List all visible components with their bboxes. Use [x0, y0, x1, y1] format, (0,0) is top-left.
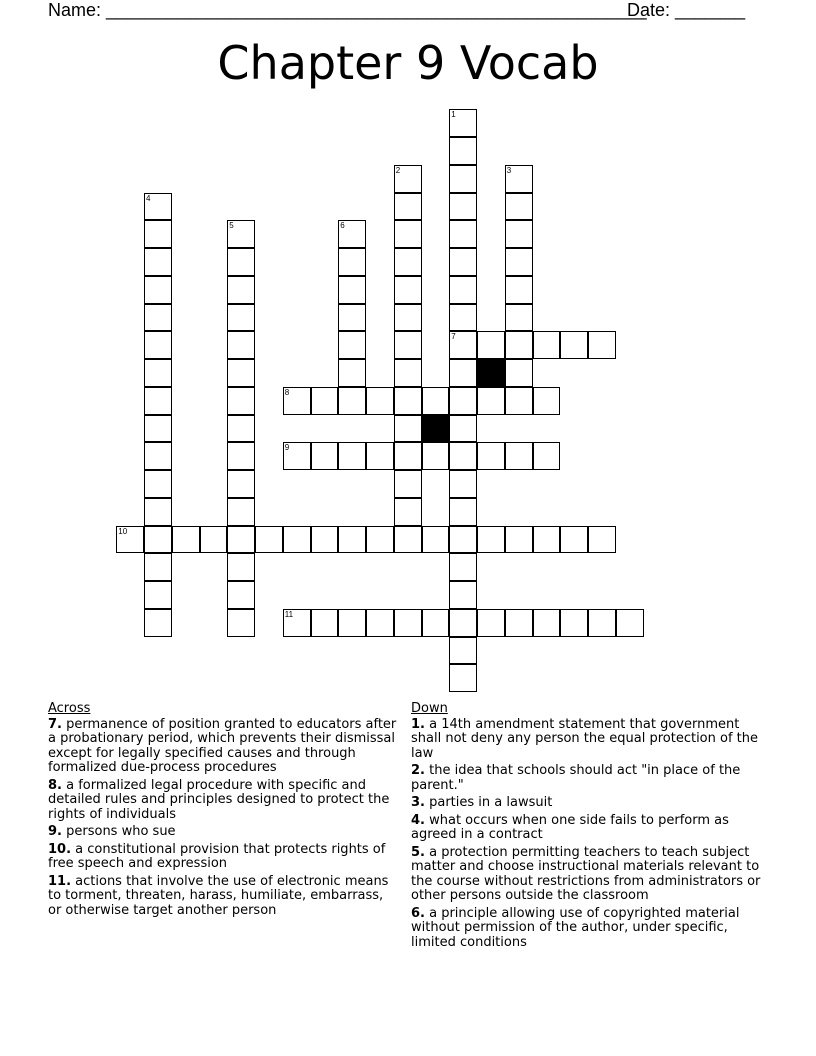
clue-text: permanence of position granted to educators after a probationary period, which prevents their dismissal except for legally specified causes and through formalized due-process procedures [48, 716, 397, 775]
grid-cell[interactable] [227, 248, 255, 276]
clue-number: 2. [411, 763, 425, 778]
down-clue [411, 907, 771, 951]
grid-cell[interactable] [227, 276, 255, 304]
grid-cell[interactable] [394, 526, 422, 554]
grid-cell[interactable] [449, 304, 477, 332]
grid-cell[interactable] [144, 415, 172, 443]
grid-cell[interactable] [283, 609, 311, 637]
grid-cell[interactable] [533, 526, 561, 554]
grid-cell[interactable] [144, 220, 172, 248]
grid-cell[interactable] [449, 387, 477, 415]
grid-cell[interactable] [144, 442, 172, 470]
grid-cell[interactable] [338, 248, 366, 276]
grid-cell[interactable] [505, 442, 533, 470]
grid-cell[interactable] [505, 276, 533, 304]
grid-cell[interactable] [449, 498, 477, 526]
grid-cell[interactable] [338, 304, 366, 332]
clue-text: a protection permitting teachers to teach subject matter and choose instructional materials relevant to the course without restrictions from administrators or other persons outside the classroom [411, 844, 761, 903]
grid-cell[interactable] [227, 220, 255, 248]
grid-cell[interactable] [227, 442, 255, 470]
grid-cell[interactable] [449, 109, 477, 137]
cell-number: 5 [229, 221, 234, 231]
clue-text: a principle allowing use of copyrighted material without permission of the author, under specific, limited conditions [411, 905, 740, 950]
grid-cell[interactable] [144, 387, 172, 415]
grid-cell[interactable] [227, 331, 255, 359]
grid-cell[interactable] [505, 193, 533, 221]
grid-cell[interactable] [227, 470, 255, 498]
grid-cell[interactable] [311, 526, 339, 554]
grid-cell[interactable] [449, 415, 477, 443]
grid-cell[interactable] [394, 248, 422, 276]
across-clue [48, 875, 398, 919]
grid-cell[interactable] [144, 470, 172, 498]
grid-cell[interactable] [449, 581, 477, 609]
grid-cell[interactable] [449, 276, 477, 304]
clue-text: parties in a lawsuit [424, 795, 553, 810]
grid-cell[interactable] [449, 220, 477, 248]
across-clue [48, 825, 398, 840]
grid-cell[interactable] [338, 276, 366, 304]
black-square [422, 415, 450, 443]
grid-cell[interactable] [449, 137, 477, 165]
grid-cell[interactable] [422, 526, 450, 554]
grid-cell[interactable] [449, 609, 477, 637]
grid-cell[interactable] [144, 331, 172, 359]
across-heading: Across [48, 701, 91, 716]
grid-cell[interactable] [227, 609, 255, 637]
down-heading: Down [411, 701, 448, 716]
across-clue [48, 779, 398, 823]
clue-text: what occurs when one side fails to perform as agreed in a contract [411, 812, 729, 842]
cell-number: 9 [284, 443, 290, 453]
grid-cell[interactable] [144, 498, 172, 526]
grid-cell[interactable] [449, 359, 477, 387]
cell-number: 3 [506, 165, 512, 175]
grid-cell[interactable] [144, 553, 172, 581]
across-clues [48, 702, 398, 921]
clue-number: 5. [411, 844, 425, 860]
cell-number: 2 [395, 165, 401, 175]
clue-number: 3. [411, 795, 425, 810]
grid-cell[interactable] [227, 581, 255, 609]
grid-cell[interactable] [505, 359, 533, 387]
grid-cell[interactable] [394, 387, 422, 415]
cell-number: 4 [146, 193, 151, 203]
clue-text: actions that involve the use of electronic means to torment, threaten, harass, humiliate, embarrass, or otherwise target another person [48, 873, 389, 918]
grid-cell[interactable] [366, 442, 394, 470]
grid-cell[interactable] [283, 442, 311, 470]
grid-cell[interactable] [477, 526, 505, 554]
grid-cell[interactable] [144, 304, 172, 332]
clue-number: 1. [411, 716, 425, 732]
grid-cell[interactable] [338, 442, 366, 470]
across-clue [48, 843, 398, 872]
grid-cell[interactable] [338, 526, 366, 554]
grid-cell[interactable] [227, 359, 255, 387]
grid-cell[interactable] [449, 193, 477, 221]
grid-cell[interactable] [144, 248, 172, 276]
clue-text: the idea that schools should act "in place of the parent." [411, 763, 741, 793]
grid-cell[interactable] [394, 220, 422, 248]
clue-number: 7. [48, 716, 62, 732]
grid-cell[interactable] [505, 304, 533, 332]
grid-cell[interactable] [255, 526, 283, 554]
cell-number: 6 [340, 221, 345, 231]
grid-cell[interactable] [505, 331, 533, 359]
grid-cell[interactable] [394, 359, 422, 387]
grid-cell[interactable] [505, 609, 533, 637]
clue-text: persons who sue [61, 824, 176, 839]
grid-cell[interactable] [338, 609, 366, 637]
grid-cell[interactable] [338, 331, 366, 359]
grid-cell[interactable] [533, 331, 561, 359]
clue-number: 4. [411, 812, 425, 828]
clue-text: a formalized legal procedure with specific and detailed rules and principles designed to protect the rights of individuals [48, 777, 390, 822]
grid-cell[interactable] [449, 526, 477, 554]
cell-number: 11 [284, 609, 294, 619]
grid-cell[interactable] [311, 442, 339, 470]
grid-cell[interactable] [338, 387, 366, 415]
down-clue [411, 764, 771, 793]
grid-cell[interactable] [366, 526, 394, 554]
grid-cell[interactable] [505, 526, 533, 554]
grid-cell[interactable] [449, 637, 477, 665]
grid-cell[interactable] [144, 359, 172, 387]
down-clue [411, 796, 771, 811]
grid-cell[interactable] [144, 581, 172, 609]
grid-cell[interactable] [560, 609, 588, 637]
cell-number: 8 [284, 387, 290, 397]
grid-cell[interactable] [616, 609, 644, 637]
grid-cell[interactable] [422, 609, 450, 637]
grid-cell[interactable] [449, 442, 477, 470]
down-clue [411, 814, 771, 843]
grid-cell[interactable] [227, 526, 255, 554]
date-field: Date: _______ [627, 0, 746, 20]
grid-cell[interactable] [227, 387, 255, 415]
grid-cell[interactable] [505, 248, 533, 276]
grid-cell[interactable] [477, 442, 505, 470]
grid-cell[interactable] [477, 331, 505, 359]
grid-cell[interactable] [394, 331, 422, 359]
grid-cell[interactable] [283, 526, 311, 554]
grid-cell[interactable] [449, 470, 477, 498]
grid-cell[interactable] [422, 442, 450, 470]
grid-cell[interactable] [366, 387, 394, 415]
grid-cell[interactable] [394, 276, 422, 304]
grid-cell[interactable] [505, 220, 533, 248]
cell-number: 1 [451, 110, 456, 120]
name-field: Name: ______________________________________________________ [48, 0, 647, 20]
grid-cell[interactable] [172, 526, 200, 554]
grid-cell[interactable] [394, 304, 422, 332]
grid-cell[interactable] [394, 442, 422, 470]
grid-cell[interactable] [394, 415, 422, 443]
grid-cell[interactable] [311, 609, 339, 637]
grid-cell[interactable] [394, 470, 422, 498]
grid-cell[interactable] [477, 387, 505, 415]
grid-cell[interactable] [477, 609, 505, 637]
clue-number: 8. [48, 777, 62, 793]
clue-number: 11. [48, 873, 72, 889]
grid-cell[interactable] [144, 526, 172, 554]
grid-cell[interactable] [144, 609, 172, 637]
grid-cell[interactable] [227, 304, 255, 332]
clue-number: 6. [411, 905, 425, 921]
down-clue [411, 846, 771, 904]
grid-cell[interactable] [449, 553, 477, 581]
grid-cell[interactable] [283, 387, 311, 415]
grid-cell[interactable] [449, 165, 477, 193]
grid-cell[interactable] [422, 387, 450, 415]
grid-cell[interactable] [394, 165, 422, 193]
grid-cell[interactable] [505, 165, 533, 193]
grid-cell[interactable] [366, 609, 394, 637]
clue-text: a constitutional provision that protects rights of free speech and expression [48, 841, 386, 871]
clue-number: 10. [48, 841, 72, 857]
down-clue [411, 718, 771, 762]
grid-cell[interactable] [394, 193, 422, 221]
cell-number: 7 [451, 332, 456, 342]
grid-cell[interactable] [533, 609, 561, 637]
grid-cell[interactable] [394, 609, 422, 637]
grid-cell[interactable] [144, 276, 172, 304]
grid-cell[interactable] [588, 609, 616, 637]
grid-cell[interactable] [116, 526, 144, 554]
grid-cell[interactable] [560, 526, 588, 554]
grid-cell[interactable] [394, 498, 422, 526]
grid-cell[interactable] [227, 498, 255, 526]
grid-cell[interactable] [560, 331, 588, 359]
grid-cell[interactable] [338, 359, 366, 387]
cell-number: 10 [118, 526, 128, 536]
grid-cell[interactable] [533, 387, 561, 415]
grid-cell[interactable] [144, 193, 172, 221]
clue-text: a 14th amendment statement that government shall not deny any person the equal protection of the law [411, 716, 759, 761]
grid-cell[interactable] [449, 248, 477, 276]
page-title: Chapter 9 Vocab [217, 36, 599, 90]
grid-cell[interactable] [311, 387, 339, 415]
down-clues [411, 702, 771, 953]
grid-cell[interactable] [200, 526, 228, 554]
grid-cell[interactable] [227, 553, 255, 581]
grid-cell[interactable] [227, 415, 255, 443]
grid-cell[interactable] [533, 442, 561, 470]
grid-cell[interactable] [588, 526, 616, 554]
grid-cell[interactable] [588, 331, 616, 359]
grid-cell[interactable] [338, 220, 366, 248]
grid-cell[interactable] [505, 387, 533, 415]
grid-cell[interactable] [449, 331, 477, 359]
across-clue [48, 718, 398, 776]
clue-number: 9. [48, 824, 62, 839]
grid-cell[interactable] [449, 664, 477, 692]
black-square [477, 359, 505, 387]
